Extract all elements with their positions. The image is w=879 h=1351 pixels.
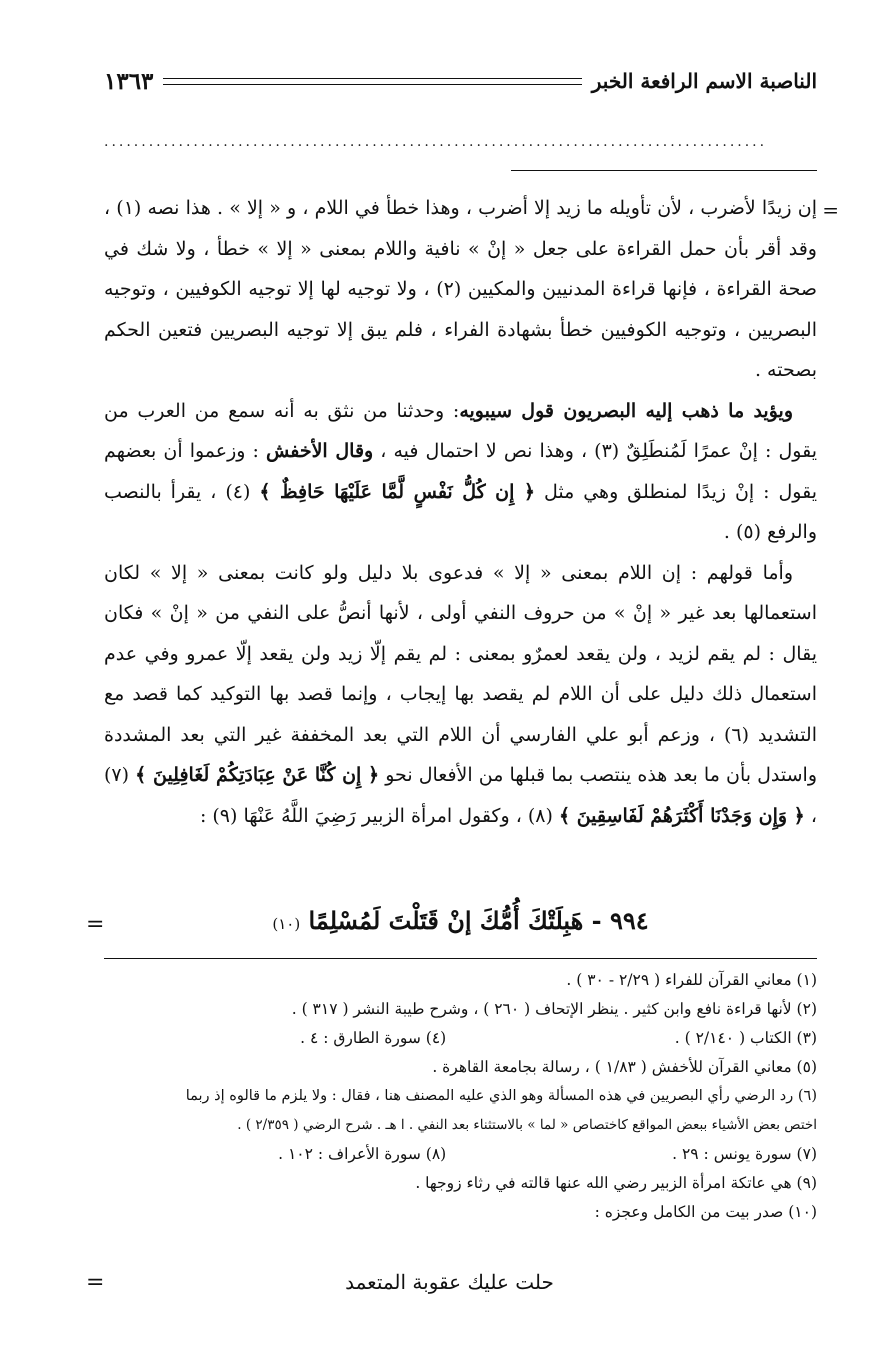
paragraph-2-text-b: : وزعموا أن بعضهم يقول : إنْ زيدًا لمنطلق وهي مثل — [104, 440, 817, 503]
paragraph-2-bold-lead: ويؤيد ما ذهب إليه البصريون قول سيبويه — [459, 399, 793, 422]
poetry-verse: ٩٩٤ - هَبِلَتْكَ أُمُّكَ إنْ قَتَلْتَ لَمُسْلِمًا (١٠) — [272, 906, 649, 935]
paragraph-3 — [104, 553, 817, 837]
footnote-4: (٤) سورة الطارق : ٤ . — [300, 1029, 447, 1047]
paragraph-3-text-a: وأما قولهم : إن اللام بمعنى « إلا » فدعوى بلا دليل ولو كانت بمعنى « إلا » لكان استعمالها بعد غير « إنْ » من حروف النفي أولى ، لأنها أنصُّ على النفي من « إنْ » فكان يقال : لم يقم لزيد ، ولن يقعد لعمرٌو بمعنى : لم يقم إلّا زيد ولن يقعد إلّا عمرو وفي عدم استعمال ذلك دليل على أن اللام لم يقصد بها إيجاب ، وإنما قصد بها التوكيد كما قصد مع التشديد (٦) ، وزعم أبو علي الفارسي أن اللام التي بعد المخففة غير التي بعد المشددة واستدل بأن ما بعد هذه ينتصب بما قبلها من الأفعال نحو — [104, 561, 818, 786]
dotted-separator: ......................................................................................... — [104, 134, 768, 150]
running-header — [104, 64, 817, 98]
footnote-1: (١) معاني القرآن للفراء ( ٢/٢٩ - ٣٠ ) . — [566, 971, 817, 989]
paragraph-2 — [104, 391, 817, 553]
paragraph-2-text-a: : وحدثنا من نثق به أنه سمع من العرب من يقول : إنْ عمرًا لَمُنطَلِقٌ (٣) ، وهذا نص لا احتمال فيه ، — [104, 399, 817, 462]
footnote-6: (٦) رد الرضي رأي البصريين في هذه المسألة وهو الذي عليه المصنف هنا ، فقال : ولا يلزم ما قالوه إذ ربما — [185, 1088, 817, 1104]
footnote-6-cont: اختص بعض الأشياء ببعض المواقع كاختصاص « لما » بالاستثناء بعد النفي . ا هـ . شرح الرضي ( ٢/٣٥٩ ) . — [237, 1117, 817, 1133]
quran-quote-1: ﴿ إِن كُلُّ نَفْسٍ لَّمَّا عَلَيْهَا حَافِظٌ ﴾ — [259, 480, 536, 503]
footnote-5: (٥) معاني القرآن للأخفش ( ١/٨٣ ) ، رسالة بجامعة القاهرة . — [432, 1058, 817, 1076]
main-text — [104, 188, 817, 836]
paragraph-3-text-c: (٨) ، وكقول امرأة الزبير رَضِيَ اللَّهُ عَنْهَا (٩) : — [199, 804, 553, 827]
continuation-mark: = — [822, 198, 839, 222]
footnotes — [104, 966, 817, 1227]
footnote-row-3-4 — [104, 1024, 817, 1053]
footnote-2: (٢) لأنها قراءة نافع وابن كثير . ينظر الإتحاف ( ٢٦٠ ) ، وشرح طيبة النشر ( ٣١٧ ) . — [291, 1000, 817, 1018]
paragraph-1-text: إن زيدًا لأضرب ، لأن تأويله ما زيد إلا أضرب ، وهذا خطأ في اللام ، و « إلا » . هذا نصه (١) ، وقد أقر بأن حمل القراءة على جعل « إنْ » نافية واللام بمعنى « إلا » خطأ ، ولا شك في صحة القراءة ، فإنها قراءة المدنيين والمكيين (٢) ، ولا توجيه لها إلا توجيه الكوفيين ، وتوجيه البصريين ، وتوجيه الكوفيين خطأ بشهادة الفراء ، فلم يبق إلا توجيه البصريين فتعين الحكم بصحته . — [104, 197, 817, 381]
footnote-10: (١٠) صدر بيت من الكامل وعجزه : — [594, 1203, 817, 1221]
paragraph-3-text-b: (٧) ، — [104, 764, 817, 827]
verse-text: هَبِلَتْكَ أُمُّكَ إنْ قَتَلْتَ لَمُسْلِمًا — [308, 906, 584, 935]
footnote-3: (٣) الكتاب ( ٢/١٤٠ ) . — [674, 1029, 817, 1047]
quran-quote-3: ﴿ وَإِن وَجَدْنَا أَكْثَرَهُمْ لَفَاسِقِينَ ﴾ — [558, 804, 805, 827]
verse-continuation-mark: = — [86, 912, 105, 937]
paragraph-1 — [104, 188, 817, 391]
header-title: الناصبة الاسم الرافعة الخبر — [591, 69, 817, 93]
footnote-row-7-8 — [104, 1140, 817, 1169]
paragraph-2-bold-mid: وقال الأخفش — [266, 440, 374, 462]
bottom-continuation-mark: = — [86, 1270, 105, 1295]
footnote-rule — [104, 958, 817, 959]
header-rule — [163, 78, 581, 85]
short-rule — [511, 170, 817, 171]
verse-number: ٩٩٤ — [609, 906, 649, 935]
footnote-9: (٩) هي عاتكة امرأة الزبير رضي الله عنها قالته في رثاء زوجها . — [415, 1174, 817, 1192]
paragraph-2-text-c: (٤) ، يقرأ بالنصب والرفع (٥) . — [104, 480, 817, 543]
verse-note: (١٠) — [272, 915, 301, 933]
footnote-7: (٧) سورة يونس : ٢٩ . — [672, 1145, 817, 1163]
quran-quote-2: ﴿ إِن كُنَّا عَنْ عِبَادَتِكُمْ لَغَافِلِينَ ﴾ — [135, 764, 380, 786]
footnote-8: (٨) سورة الأعراف : ١٠٢ . — [278, 1145, 447, 1163]
verse-second-half: حلت عليك عقوبة المتعمد — [345, 1270, 554, 1294]
page-number: ١٣٦٣ — [104, 67, 154, 95]
